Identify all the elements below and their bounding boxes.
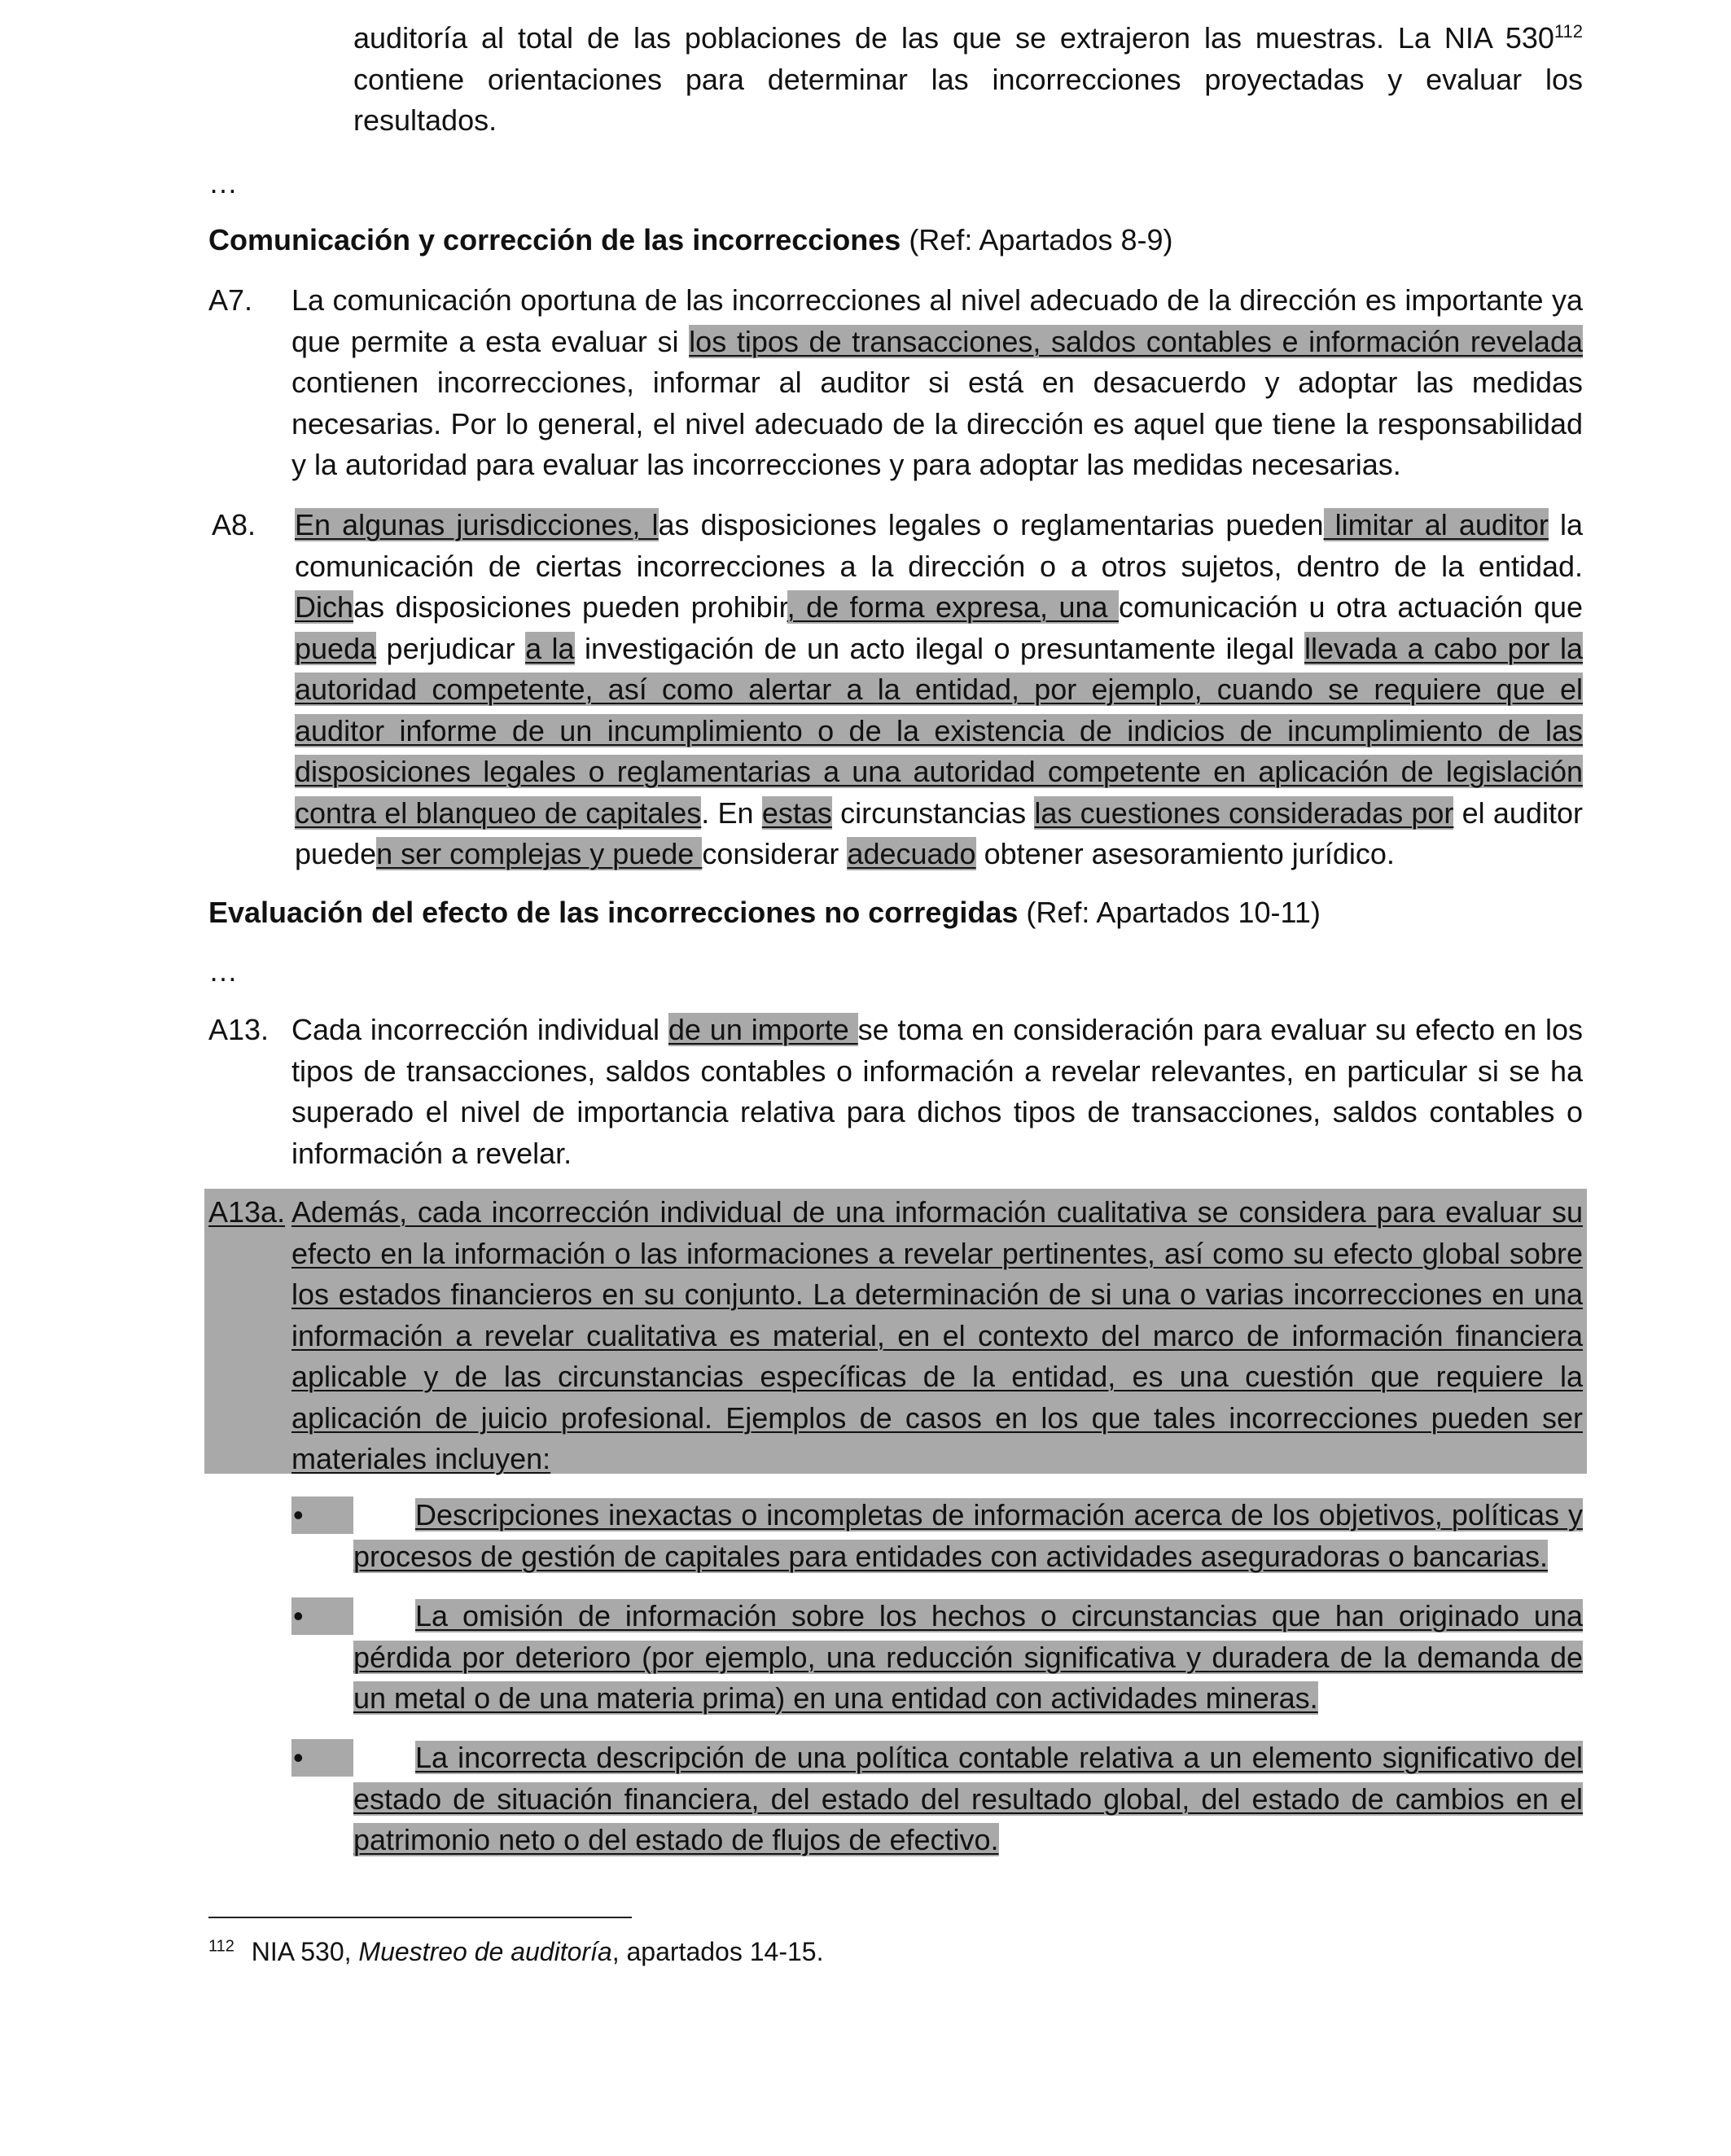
- footnote-separator: [208, 1917, 632, 1918]
- a8-text: as disposiciones legales o reglamentarias pueden: [658, 508, 1324, 541]
- footnote: [208, 1933, 1593, 1970]
- a8-highlight: las cuestiones consideradas por: [1034, 795, 1454, 830]
- section-heading: [208, 220, 1593, 261]
- paragraph-a7: [291, 280, 1583, 486]
- a13-text: se toma en consideración para evaluar su efecto en los tipos de transacciones, saldos contables o información a revelar relevantes, en particular si se ha superado el nivel de importancia relativa para dichos tipos de transacciones, saldos contables o información a revelar.: [291, 1013, 1583, 1170]
- footnote-text-post: , apartados 14-15.: [611, 1937, 824, 1966]
- a8-text: . En: [701, 795, 762, 830]
- bullet-highlight: La incorrecta descripción de una política contable relativa a un elemento significativo del estado de situación financiera, del estado del resultado global, del estado de cambios en el patrimonio neto o del estado de flujos de efectivo.: [353, 1741, 1583, 1856]
- ellipsis: …: [208, 166, 238, 199]
- section-heading-title: Evaluación del efecto de las incorrecciones no corregidas: [208, 896, 1019, 929]
- footnote-number: 112: [208, 1937, 234, 1956]
- paragraph-label-a13: A13.: [208, 1013, 270, 1046]
- a8-text: el auditor puede: [295, 795, 1583, 870]
- a8-highlight: llevada a cabo por la autoridad competente, así como alertar a la entidad, por ejemplo, cuando se requiere que el auditor informe de un incumplimiento o de la existencia de indicios de incumplimiento de las disposiciones legales o reglamentarias a una autoridad competente en aplicación de legislación contra el blanqueo de capitales: [295, 631, 1583, 830]
- intro-rest: contiene orientaciones para determinar las incorrecciones proyectadas y evaluar los resultados.: [353, 62, 1583, 137]
- a8-text: a la dirección o a otros sujetos, dentro de la entidad.: [825, 549, 1584, 583]
- bullet-text: [353, 1495, 1583, 1577]
- a8-highlight: limitar al auditor: [1323, 508, 1549, 541]
- section-heading-title: Comunicación y corrección de las incorrecciones: [208, 223, 901, 256]
- footnote-text: [252, 1937, 824, 1966]
- a8-highlight: En algunas jurisdicciones, l: [295, 508, 659, 541]
- a8-text: as disposiciones pueden prohibir: [353, 590, 787, 624]
- paragraph-a8: [295, 505, 1583, 875]
- footnote-reference[interactable]: 112: [1554, 21, 1583, 42]
- paragraph-label-a13a: A13a.: [208, 1195, 286, 1229]
- paragraph-label-a7: A7.: [208, 283, 253, 317]
- bullet-icon: •: [293, 1741, 304, 1774]
- a8-highlight: a la: [525, 631, 575, 665]
- a8-text: circunstancias: [831, 795, 1035, 830]
- a13-highlight: de un importe: [668, 1013, 858, 1046]
- a13-text: Cada incorrección individual: [291, 1013, 668, 1046]
- paragraph-label-a8: A8.: [212, 508, 256, 541]
- bullet-icon: •: [293, 1498, 304, 1532]
- a8-highlight: adecuado: [847, 837, 976, 870]
- bullet-highlight: La omisión de información sobre los hechos o circunstancias que han originado una pérdida por deterioro (por ejemplo, una reducción significativa y duradera de la demanda de un metal o de una materia prima) en una entidad con actividades mineras.: [353, 1599, 1583, 1715]
- a8-highlight: pueda: [295, 631, 377, 665]
- a8-highlight: n ser complejas y puede: [376, 837, 703, 870]
- a7-text: contienen incorrecciones, informar al auditor si está en desacuerdo y adoptar las medidas necesarias. Por lo general, el nivel adecuado de la dirección es aquel que tiene la responsabilidad y la autoridad para evaluar las incorrecciones y para adoptar las medidas necesarias.: [291, 366, 1583, 481]
- intro-line: auditoría al total de las poblaciones de las que se extrajeron las muestras. La NIA 530: [353, 21, 1554, 55]
- a8-text: obtener asesoramiento jurídico.: [975, 837, 1395, 870]
- a8-highlight: estas: [761, 795, 832, 830]
- a8-text: comunicación de ciertas incorrecciones: [295, 549, 826, 583]
- ellipsis: …: [208, 954, 238, 988]
- section-heading-ref: (Ref: Apartados 8-9): [901, 223, 1173, 256]
- a8-highlight: Dich: [295, 590, 354, 624]
- footnote-text-pre: NIA 530,: [251, 1937, 359, 1966]
- a8-text: considerar: [702, 837, 848, 870]
- paragraph-a13a: Además, cada incorrección individual de una información cualitativa se considera para evaluar su efecto en la información o las informaciones a revelar pertinentes, así como su efecto global sobre los estados financieros en su conjunto. La determinación de si una o varias incorrecciones en una información a revelar cualitativa es material, en el contexto del marco de información financiera aplicable y de las circunstancias específicas de la entidad, es una cuestión que requiere la aplicación de juicio profesional. Ejemplos de casos en los que tales incorrecciones pueden ser materiales incluyen:: [291, 1195, 1583, 1475]
- a8-highlight: , de forma expresa, una: [787, 590, 1119, 624]
- a8-text: perjudicar: [376, 631, 526, 665]
- a8-text: investigación de un acto ilegal o presuntamente ilegal: [574, 631, 1305, 665]
- bullet-text: [353, 1596, 1583, 1720]
- a8-text: la: [1548, 508, 1584, 541]
- section-heading-ref: (Ref: Apartados 10-11): [1018, 896, 1321, 929]
- intro-paragraph: [353, 18, 1583, 142]
- paragraph-a13: [291, 1010, 1583, 1174]
- bullet-text: [353, 1738, 1583, 1861]
- bullet-icon: •: [293, 1599, 304, 1632]
- section-heading: [208, 892, 1593, 934]
- footnote-title: Muestreo de auditoría: [358, 1937, 612, 1966]
- bullet-highlight: Descripciones inexactas o incompletas de información acerca de los objetivos, políticas y procesos de gestión de capitales para entidades con actividades aseguradoras o bancarias.: [353, 1498, 1583, 1573]
- a7-text: La comunicación oportuna de las incorrecciones al nivel adecuado de la dirección es importante ya que permite a esta evaluar si: [291, 283, 1583, 358]
- a7-highlight: los tipos de transacciones, saldos contables e información revelada: [689, 324, 1583, 358]
- a8-text: comunicación u otra actuación que: [1118, 590, 1583, 624]
